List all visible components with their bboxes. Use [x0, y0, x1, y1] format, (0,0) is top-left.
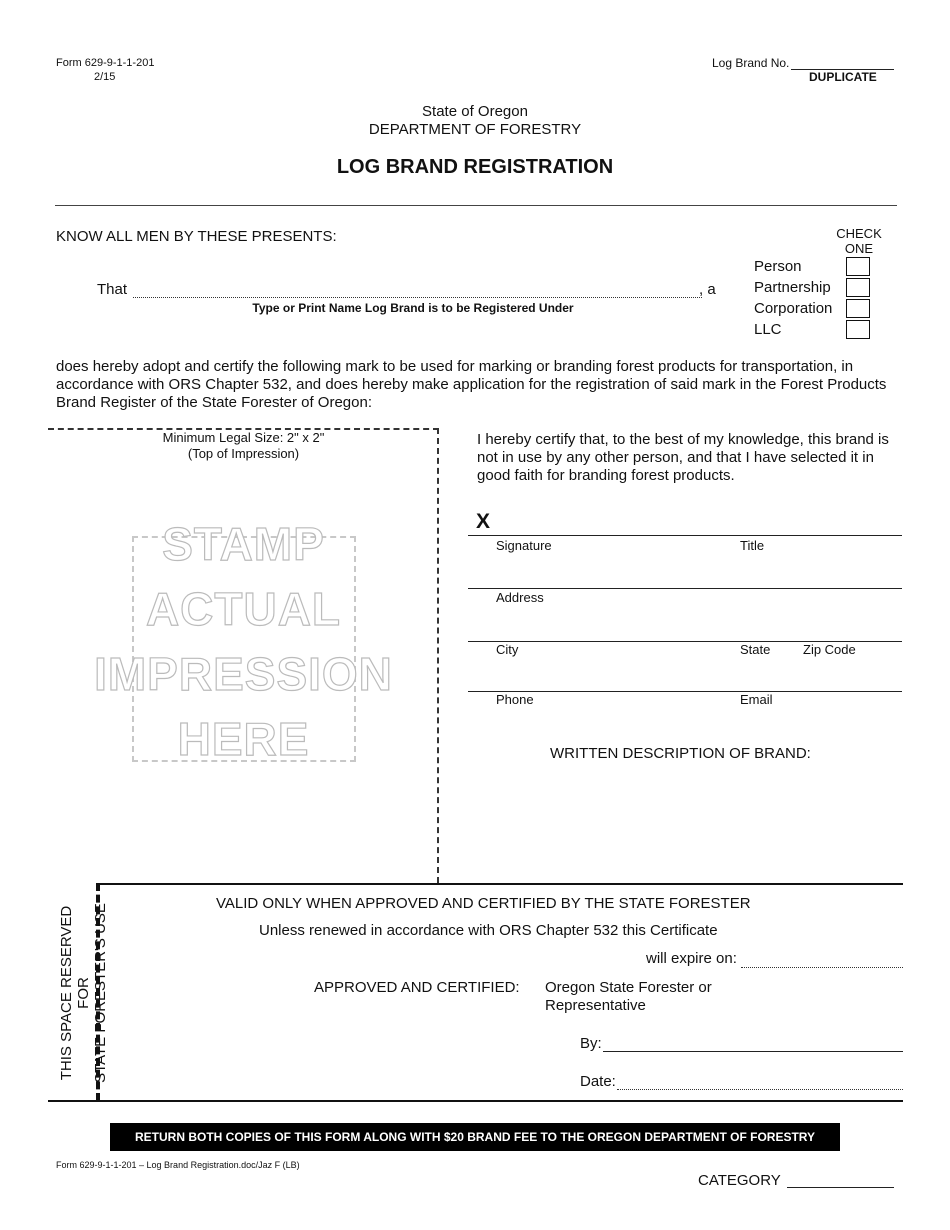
date-label: Date:: [580, 1073, 616, 1090]
approval-date-field[interactable]: [617, 1074, 903, 1090]
city-label: City: [496, 642, 519, 657]
llc-checkbox[interactable]: [846, 320, 870, 339]
header-divider: [55, 205, 897, 206]
option-partnership-label: Partnership: [754, 279, 831, 296]
reserved-bottom-rule: [48, 1100, 903, 1102]
address-label: Address: [496, 590, 544, 605]
forester-line2: Representative: [545, 997, 646, 1014]
certify-text: I hereby certify that, to the best of my knowledge, this brand is not in use by any other person, and that I have selected it in good faith for branding forest products.: [477, 431, 889, 484]
reserved-top-rule: [96, 883, 903, 885]
stamp-word-impression: IMPRESSION: [94, 648, 393, 700]
phone-label: Phone: [496, 692, 534, 707]
stamp-word-here: HERE: [177, 713, 310, 765]
by-label: By:: [580, 1035, 602, 1052]
name-caption: Type or Print Name Log Brand is to be Registered Under: [252, 301, 574, 315]
expire-label: will expire on:: [646, 950, 737, 967]
title-label: Title: [740, 538, 765, 553]
duplicate-label: DUPLICATE: [809, 70, 877, 84]
stamp-word-stamp: STAMP: [162, 518, 325, 570]
a-label: , a: [699, 281, 716, 298]
approved-label: APPROVED AND CERTIFIED:: [314, 979, 520, 996]
stamp-top-note: (Top of Impression): [187, 446, 300, 461]
zip-label: Zip Code: [803, 642, 856, 657]
address-line[interactable]: [468, 572, 902, 589]
reserved-side-label: [58, 888, 109, 1098]
form-date: 2/15: [94, 71, 116, 83]
category-label: CATEGORY: [698, 1172, 781, 1189]
page-title: LOG BRAND REGISTRATION: [336, 156, 614, 178]
log-brand-no-label: Log Brand No.: [712, 56, 790, 70]
email-label: Email: [740, 692, 773, 707]
signature-label: Signature: [496, 538, 552, 553]
signature-x-mark: X: [476, 510, 491, 533]
city-line[interactable]: [468, 625, 902, 642]
department-name: DEPARTMENT OF FORESTRY: [368, 121, 582, 138]
form-number: Form 629-9-1-1-201: [56, 57, 155, 69]
forester-line1: Oregon State Forester or: [545, 979, 712, 996]
signature-line[interactable]: [468, 520, 902, 536]
reserved-side-label-line1: THIS SPACE RESERVED FOR: [58, 905, 92, 1081]
stamp-word-actual: ACTUAL: [145, 583, 342, 635]
registrant-name-field[interactable]: [133, 281, 702, 298]
adoption-paragraph: does hereby adopt and certify the following mark to be used for marking or branding forest products for transportation, in accordance with ORS Chapter 532, and does hereby make application for the registration of said mark in the Forest Products Brand Register of the State Forester of Oregon:: [56, 358, 887, 411]
file-reference: Form 629-9-1-1-201 – Log Brand Registration.doc/Jaz F (LB): [56, 1160, 300, 1170]
check-one-heading: CHECK ONE: [836, 226, 882, 256]
know-all-heading: KNOW ALL MEN BY THESE PRESENTS:: [56, 228, 337, 245]
option-llc-label: LLC: [754, 321, 782, 338]
renewal-statement: Unless renewed in accordance with ORS Chapter 532 this Certificate: [259, 922, 718, 939]
person-checkbox[interactable]: [846, 257, 870, 276]
return-banner: RETURN BOTH COPIES OF THIS FORM ALONG WITH $20 BRAND FEE TO THE OREGON DEPARTMENT OF FORESTRY: [110, 1123, 840, 1151]
state-name: State of Oregon: [422, 103, 528, 120]
log-brand-no-field[interactable]: [791, 55, 894, 70]
option-person-label: Person: [754, 258, 802, 275]
category-field[interactable]: [787, 1172, 894, 1188]
expire-date-field[interactable]: [741, 952, 903, 968]
log-brand-no: [712, 56, 789, 70]
phone-line[interactable]: [468, 675, 902, 692]
corporation-checkbox[interactable]: [846, 299, 870, 318]
state-label: State: [740, 642, 771, 657]
by-signature-field[interactable]: [603, 1036, 903, 1052]
option-corporation-label: Corporation: [754, 300, 833, 317]
stamp-min-size: Minimum Legal Size: 2" x 2": [162, 430, 325, 445]
partnership-checkbox[interactable]: [846, 278, 870, 297]
reserved-side-label-line2: STATE FORESTER'S USE: [92, 903, 109, 1083]
written-description-heading: WRITTEN DESCRIPTION OF BRAND:: [550, 745, 811, 762]
written-description-field[interactable]: [462, 770, 892, 870]
valid-statement: VALID ONLY WHEN APPROVED AND CERTIFIED BY THE STATE FORESTER: [216, 895, 751, 912]
that-label: That: [97, 281, 128, 298]
